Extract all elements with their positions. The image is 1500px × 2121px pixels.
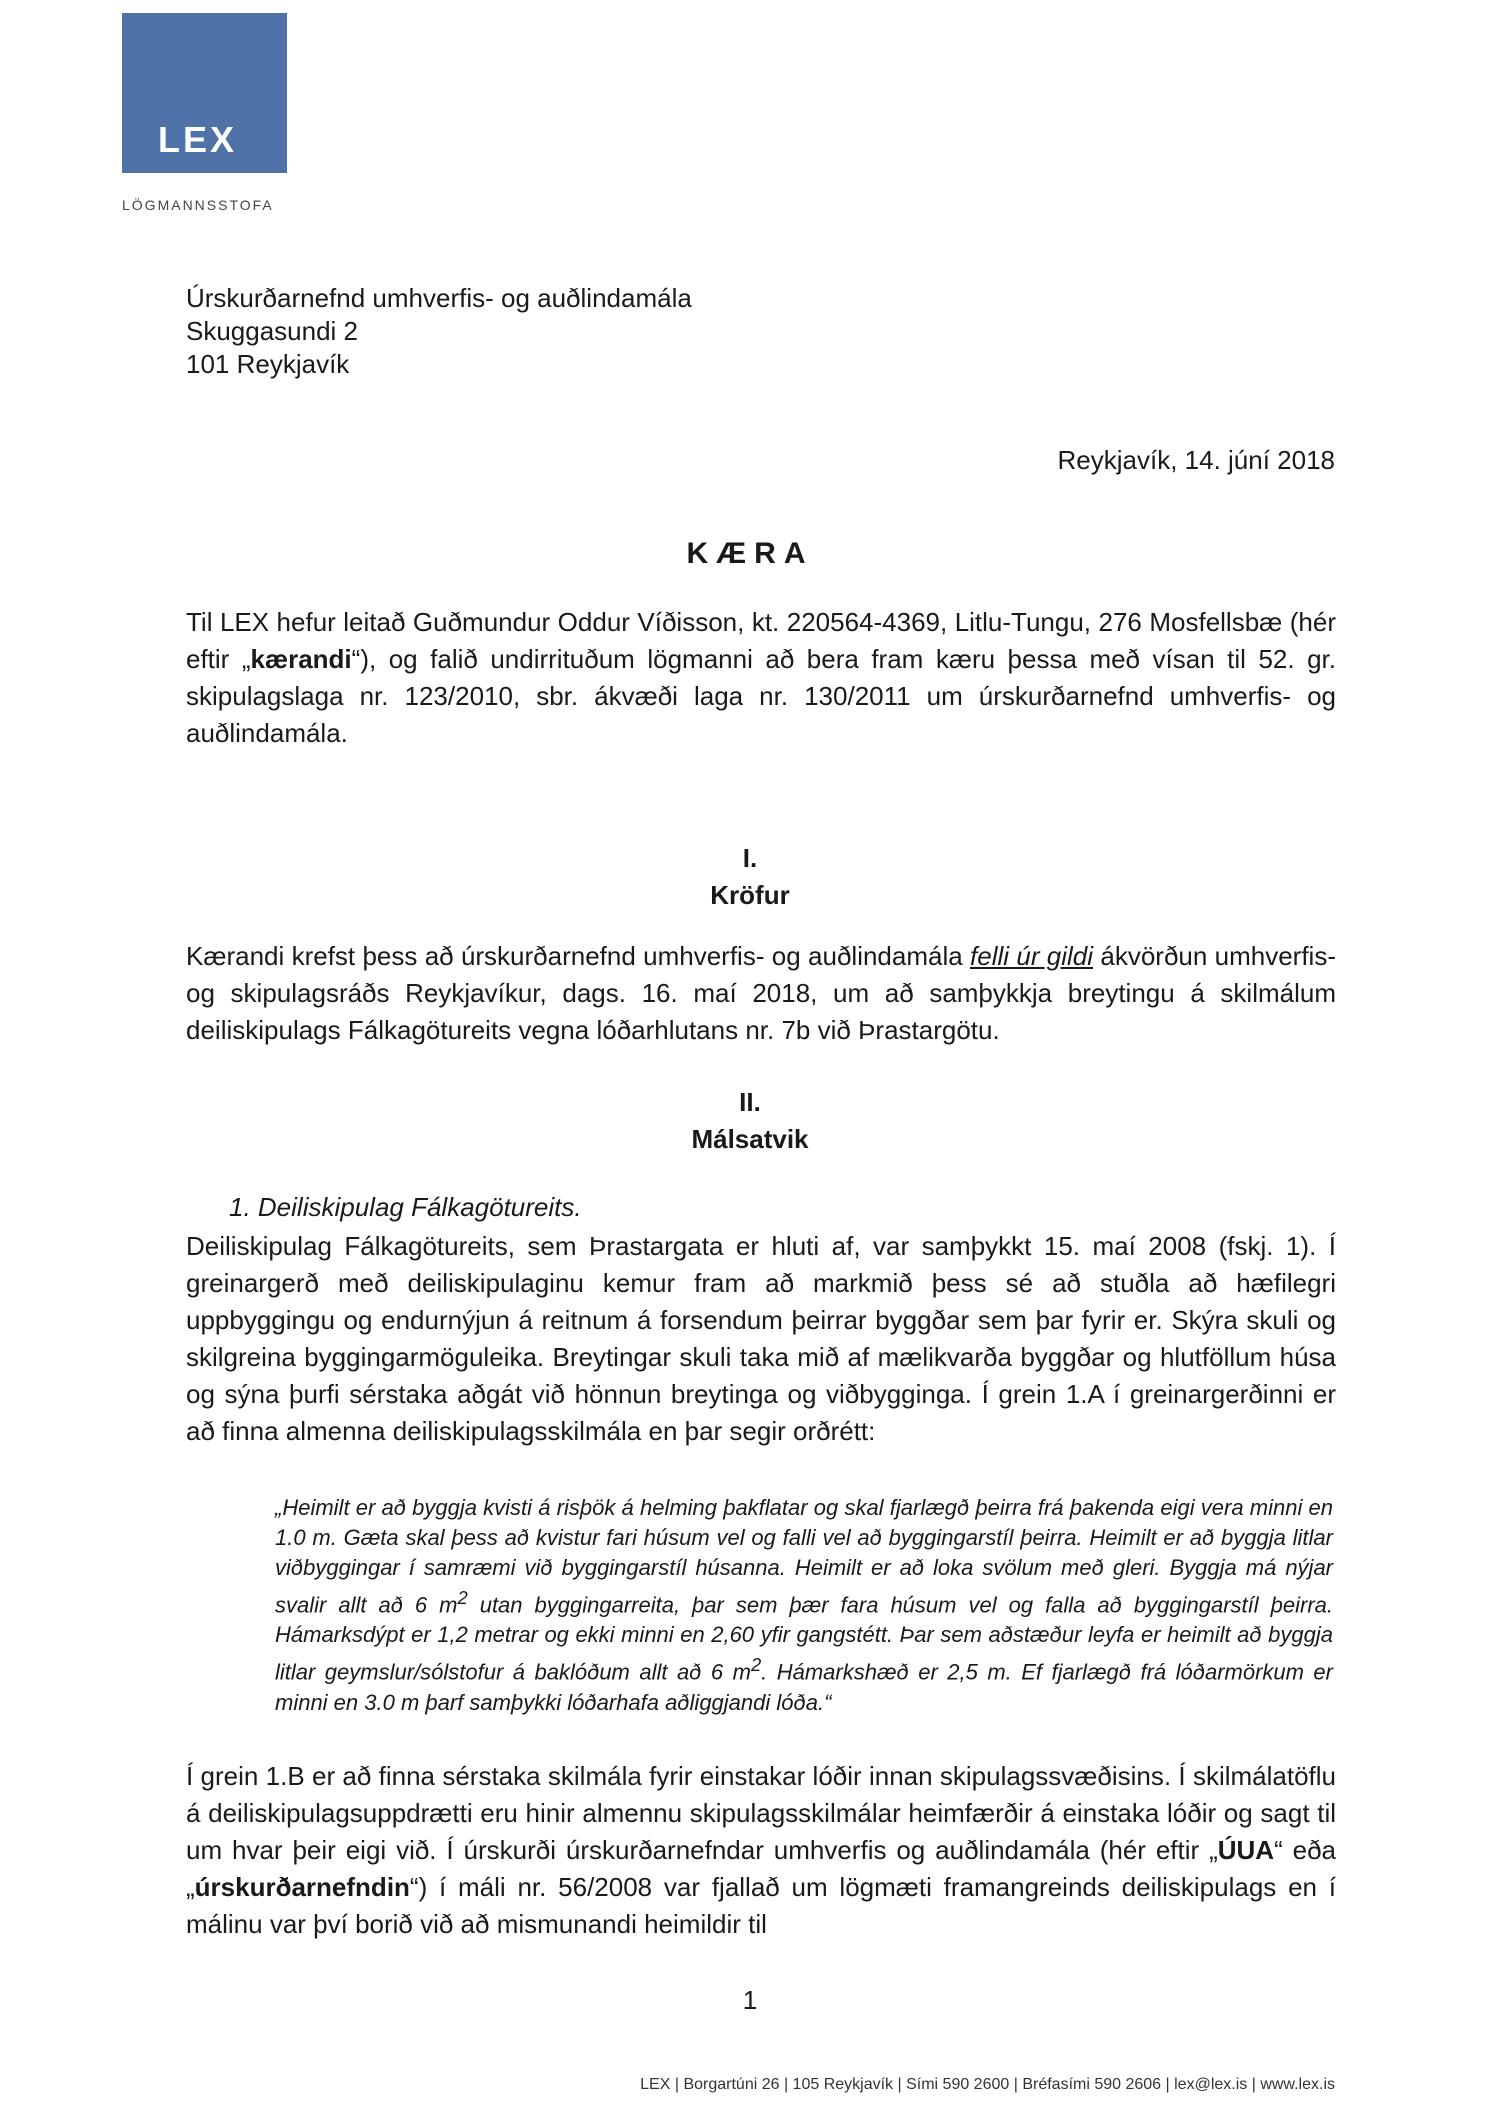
- quote-sup-2: 2: [750, 1654, 762, 1676]
- section-1-title: Kröfur: [710, 880, 790, 910]
- section-1-heading: [0, 840, 1500, 914]
- logo: [122, 13, 287, 173]
- intro-text-2: “), og falið undirrituðum lögmanni að bera fram kæru þessa með vísan til 52. gr. skipulagslaga nr. 123/2010, sbr. ákvæði laga nr. 130/2011 um úrskurðarnefnd umhverfis- og auðlindamála.: [186, 644, 1336, 748]
- grein-bold-1: ÚUA: [1217, 1835, 1275, 1865]
- demands-paragraph: [186, 938, 1336, 1049]
- logo-brand: LEX: [158, 119, 238, 160]
- recipient-line3: 101 Reykjavík: [186, 349, 350, 379]
- demands-underlined: felli úr gildi: [970, 941, 1094, 971]
- section-2-number: II.: [739, 1087, 761, 1117]
- section-1-number: I.: [742, 843, 758, 873]
- quote-block: [275, 1493, 1333, 1718]
- recipient-line1: Úrskurðarnefnd umhverfis- og auðlindamála: [186, 283, 692, 313]
- letter-date: Reykjavík, 14. júní 2018: [1057, 445, 1335, 475]
- document-title: KÆRA: [686, 537, 814, 570]
- demands-text-2: ákvörðun umhverfis- og skipulagsráðs Reykjavíkur, dags. 16. maí 2018, um að samþykkja breytingu á skilmálum deiliskipulags Fálkagötureits vegna lóðarhlutans nr. 7b við Þrastargötu.: [186, 941, 1336, 1045]
- footer-contact: LEX | Borgartúni 26 | 105 Reykjavík | Sími 590 2600 | Bréfasími 590 2606 | lex@lex.is | www.lex.is: [640, 2076, 1335, 2093]
- quote-text-b: utan byggingarreita, þar sem þær fara húsum vel og falla að byggingarstíl þeirra. Hámarksdýpt er 1,2 metrar og ekki minni en 2,60 yfir gangstétt. Þar sem aðstæður leyfa er heimilt að byggja litlar geymslur/sólstofur á baklóðum allt að 6 m: [275, 1592, 1333, 1685]
- intro-paragraph: [186, 604, 1336, 752]
- demands-text-1: Kærandi krefst þess að úrskurðarnefnd umhverfis- og auðlindamála: [186, 941, 971, 971]
- grein-paragraph: [186, 1758, 1336, 1943]
- logo-subtitle: LÖGMANNSSTOFA: [122, 197, 274, 213]
- recipient-line2: Skuggasundi 2: [186, 316, 359, 346]
- section-2-title: Málsatvik: [691, 1124, 809, 1154]
- grein-bold-2: úrskurðarnefndin: [194, 1872, 410, 1902]
- quote-text-a: „Heimilt er að byggja kvisti á risþök á helming þakflatar og skal fjarlægð þeirra frá þakenda eigi vera minni en 1.0 m. Gæta skal þess að kvistur fari húsum vel og falli vel að byggingarstíl þeirra. Heimilt er að byggja litlar viðbyggingar í samræmi við byggingarstíl húsanna. Heimilt er að loka svölum með gleri. Byggja má nýjar svalir allt að 6 m: [275, 1495, 1333, 1618]
- section-2-heading: [0, 1084, 1500, 1158]
- quote-sup-1: 2: [457, 1587, 468, 1608]
- facts-paragraph: Deiliskipulag Fálkagötureits, sem Þrastargata er hluti af, var samþykkt 15. maí 2008 (fskj. 1). Í greinargerð með deiliskipulaginu kemur fram að markmið þess sé að stuðla að hæfilegri uppbyggingu og endurnýjun á reitnum á forsendum þeirrar byggðar sem þar fyrir er. Skýra skuli og skilgreina byggingarmöguleika. Breytingar skuli taka mið af mælikvarða byggðar og hlutföllum húsa og sýna þurfi sérstaka aðgát við hönnun breytinga og viðbygginga. Í grein 1.A í greinargerðinni er að finna almenna deiliskipulagsskilmála en þar segir orðrétt:: [186, 1231, 1336, 1446]
- grein-text-1: Í grein 1.B er að finna sérstaka skilmála fyrir einstakar lóðir innan skipulagssvæðisins. Í skilmálatöflu á deiliskipulagsuppdrætti eru hinir almennu skipulagsskilmálar heimfærðir á einstaka lóðir og sagt til um hvar þeir eigi við. Í úrskurði úrskurðarnefndar umhverfis og auðlindamála (hér eftir „: [186, 1761, 1336, 1865]
- intro-text-1: Til LEX hefur leitað Guðmundur Oddur Víðisson, kt. 220564-4369, Litlu-Tungu, 276 Mosfellsbæ (hér eftir „: [186, 607, 1336, 674]
- page-number: 1: [742, 1985, 758, 2015]
- recipient-address: [186, 282, 692, 381]
- quote-text-c: . Hámarkshæð er 2,5 m. Ef fjarlægð frá lóðarmörkum er minni en 3.0 m þarf samþykki lóðarhafa aðliggjandi lóða.“: [275, 1659, 1333, 1715]
- grein-text-3: “) í máli nr. 56/2008 var fjallað um lögmæti framangreinds deiliskipulags en í málinu var því borið við að mismunandi heimildir til: [186, 1872, 1336, 1939]
- subheading: 1. Deiliskipulag Fálkagötureits.: [229, 1192, 582, 1222]
- intro-bold: kærandi: [250, 644, 352, 674]
- grein-text-2: “ eða „: [186, 1835, 1337, 1902]
